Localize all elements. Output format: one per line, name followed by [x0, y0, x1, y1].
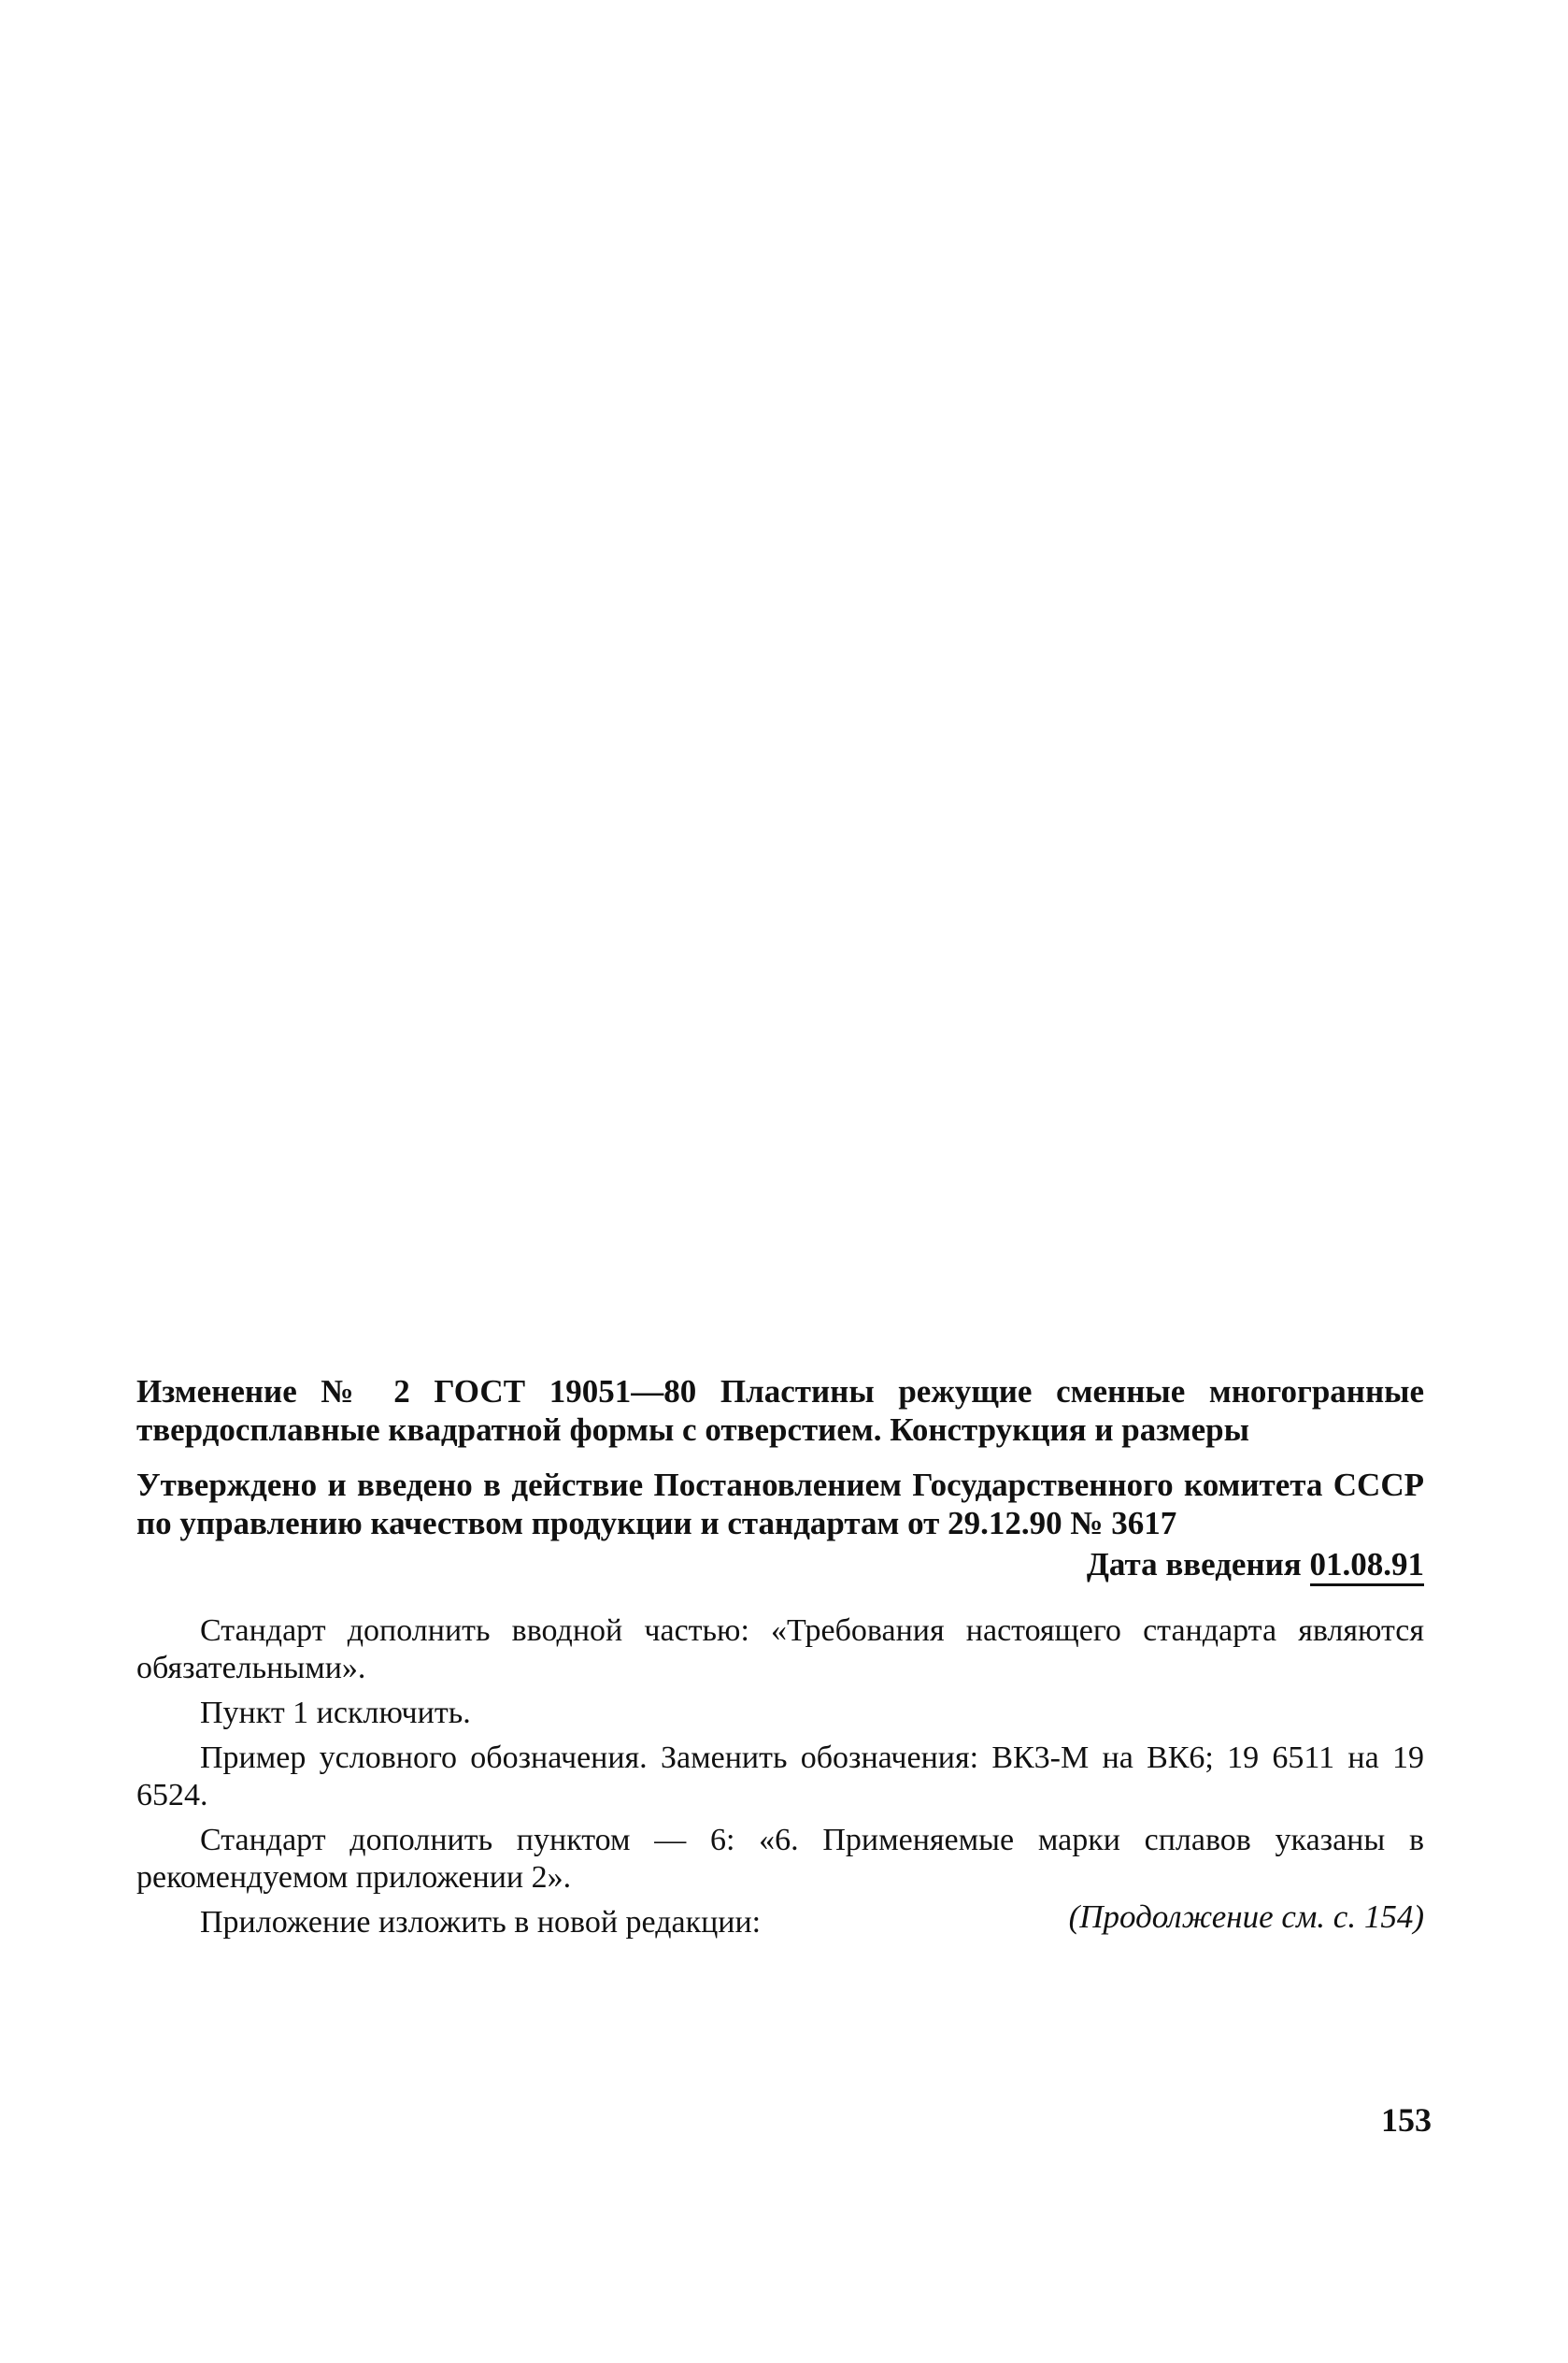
approval-statement: Утверждено и введено в действие Постановлением Государственного комитета СССР по управлению качеством продукции и стандартам от 29.12.90 № 3617: [136, 1467, 1424, 1541]
paragraph-clause-6-added: Стандарт дополнить пунктом — 6: «6. Применяемые марки сплавов указаны в рекомендуемом приложении 2».: [136, 1823, 1424, 1895]
continued-note: (Продолжение см. с. 154): [1068, 1898, 1424, 1935]
introduction-date-value: 01.08.91: [1310, 1546, 1425, 1586]
amendment-heading: Изменение № 2 ГОСТ 19051—80 Пластины режущие сменные многогранные твердосплавные квадратной формы с отверстием. Конструкция и размеры: [136, 1373, 1424, 1448]
introduction-date: [1087, 1544, 1424, 1586]
paragraph-designation-example: Пример условного обозначения. Заменить обозначения: ВК3-М на ВК6; 19 6511 на 19 6524.: [136, 1740, 1424, 1812]
paragraph-introductory-part: Стандарт дополнить вводной частью: «Требования настоящего стандарта являются обязательными».: [136, 1613, 1424, 1685]
amendment-body: [136, 1612, 1424, 1941]
paragraph-appendix-new-edition: Приложение изложить в новой редакции:: [200, 1905, 762, 1940]
paragraph-clause-1-removed: Пункт 1 исключить.: [200, 1696, 471, 1730]
page-number: 153: [1381, 2101, 1432, 2139]
introduction-date-label: Дата введения: [1086, 1546, 1302, 1582]
